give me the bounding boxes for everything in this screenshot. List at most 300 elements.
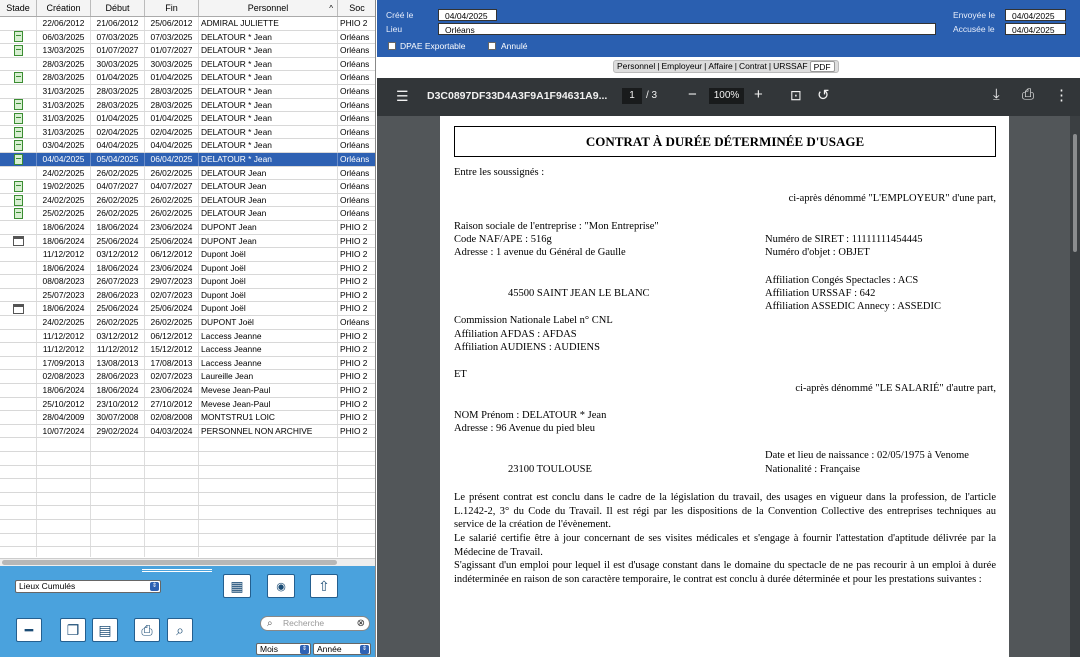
fin-cell: 04/07/2027 (145, 180, 199, 193)
fin-cell: 26/02/2025 (145, 316, 199, 329)
fin-cell: 26/02/2025 (145, 207, 199, 220)
soc-cell: Orléans (338, 167, 376, 180)
creation-cell: 11/12/2012 (37, 343, 91, 356)
table-row[interactable] (0, 316, 376, 330)
document-status-icon (14, 154, 23, 165)
lieu-field[interactable]: Orléans (438, 23, 936, 35)
affiliation-conges: Affiliation Congés Spectacles : ACS (765, 275, 919, 286)
empty-cell (338, 493, 376, 506)
stade-cell (0, 71, 37, 84)
more-options-icon[interactable]: ⋮ (1054, 87, 1069, 104)
tab-contrat[interactable]: Contrat (739, 61, 767, 71)
empty-cell (91, 438, 145, 451)
debut-cell: 18/06/2024 (91, 262, 145, 275)
debut-cell: 30/07/2008 (91, 411, 145, 424)
debut-cell: 18/06/2024 (91, 384, 145, 397)
stade-cell (0, 207, 37, 220)
dpae-checkbox[interactable] (388, 42, 396, 50)
fin-cell: 23/06/2024 (145, 384, 199, 397)
stade-cell (0, 44, 37, 57)
fin-cell: 04/03/2024 (145, 425, 199, 438)
creation-cell: 24/02/2025 (37, 194, 91, 207)
col-header-personnel[interactable] (199, 0, 338, 16)
envoyee-date-field[interactable]: 04/04/2025 (1005, 9, 1066, 21)
creation-cell: 06/03/2025 (37, 31, 91, 44)
creation-cell: 24/02/2025 (37, 316, 91, 329)
entre-text: Entre les soussignés : (454, 167, 545, 178)
empty-cell (199, 520, 338, 533)
empty-cell (145, 493, 199, 506)
table-row[interactable] (0, 343, 376, 357)
tab-separator: | (734, 61, 737, 71)
printer-icon: ⎙ (141, 621, 153, 638)
personnel-cell: DELATOUR Jean (199, 167, 338, 180)
fin-cell: 25/06/2012 (145, 17, 199, 30)
debut-cell: 04/07/2027 (91, 180, 145, 193)
creation-cell: 04/04/2025 (37, 153, 91, 166)
empty-cell (145, 479, 199, 492)
page-number-input[interactable]: 1 (622, 88, 642, 104)
document-status-icon (14, 31, 23, 42)
empty-row (0, 438, 376, 452)
empty-cell (91, 506, 145, 519)
empty-row (0, 547, 376, 557)
fin-cell: 25/06/2024 (145, 235, 199, 248)
creation-cell: 22/06/2012 (37, 17, 91, 30)
empty-row (0, 534, 376, 548)
siret: Numéro de SIRET : 11111111454445 (765, 234, 923, 245)
debut-cell: 13/08/2013 (91, 357, 145, 370)
creation-cell: 25/10/2012 (37, 398, 91, 411)
soc-cell: PHIO 2 (338, 370, 376, 383)
contract-detail-panel (377, 0, 1080, 657)
salarie-nom: NOM Prénom : DELATOUR * Jean (454, 410, 607, 421)
salarie-ville: 23100 TOULOUSE (508, 464, 592, 475)
scrollbar-thumb[interactable] (2, 560, 337, 565)
creation-cell: 08/08/2023 (37, 275, 91, 288)
empty-cell (91, 547, 145, 557)
soc-cell: Orléans (338, 71, 376, 84)
tab-affaire[interactable]: Affaire (708, 61, 733, 71)
creation-cell: 31/03/2025 (37, 99, 91, 112)
pdf-page (440, 116, 1009, 657)
empty-cell (199, 479, 338, 492)
empty-cell (0, 466, 37, 479)
stade-cell (0, 302, 37, 315)
debut-cell: 29/02/2024 (91, 425, 145, 438)
table-row[interactable] (0, 17, 376, 31)
fin-cell: 28/03/2025 (145, 99, 199, 112)
soc-cell: Orléans (338, 44, 376, 57)
tab-personnel[interactable]: Personnel (617, 61, 656, 71)
table-row[interactable] (0, 302, 376, 316)
search-icon: ⌕ (267, 618, 273, 629)
stade-cell (0, 85, 37, 98)
tabs-bar (377, 57, 1080, 78)
document-status-icon (14, 113, 23, 124)
table-row[interactable] (0, 275, 376, 289)
search-field[interactable] (260, 616, 370, 631)
fin-cell: 23/06/2024 (145, 221, 199, 234)
print-icon[interactable]: ⎙ (1022, 86, 1035, 103)
empty-cell (199, 506, 338, 519)
accusee-date-field[interactable]: 04/04/2025 (1005, 23, 1066, 35)
personnel-cell: Laccess Jeanne (199, 330, 338, 343)
table-row[interactable] (0, 194, 376, 208)
stade-cell (0, 262, 37, 275)
contracts-grid[interactable] (0, 17, 376, 557)
stade-cell (0, 58, 37, 71)
debut-cell: 30/03/2025 (91, 58, 145, 71)
empty-cell (91, 534, 145, 547)
personnel-cell: DELATOUR Jean (199, 194, 338, 207)
eye-icon: ◉ (276, 580, 286, 593)
empty-cell (91, 466, 145, 479)
empty-cell (91, 493, 145, 506)
table-row[interactable] (0, 31, 376, 45)
stade-cell (0, 221, 37, 234)
debut-cell: 03/12/2012 (91, 248, 145, 261)
table-row[interactable] (0, 71, 376, 85)
select-arrows-icon: ⇕ (301, 646, 308, 652)
personnel-cell: DUPONT Joël (199, 316, 338, 329)
empty-cell (145, 534, 199, 547)
personnel-cell: Dupont Joël (199, 289, 338, 302)
cree-date-field[interactable]: 04/04/2025 (438, 9, 497, 21)
soc-cell: PHIO 2 (338, 302, 376, 315)
empty-cell (145, 520, 199, 533)
creation-cell: 25/02/2025 (37, 207, 91, 220)
paragraph-legislation: Le présent contrat est conclu dans le cadre de la législation du travail, des usages en vigueur dans la profession, de l'article L.1242-2, 3° du Code du Travail. Il est régi par les dispositions de la Convention Collective des entreprises techniques au service de la création de l'évènement. (454, 492, 996, 530)
table-row[interactable] (0, 58, 376, 72)
zoom-in-icon[interactable]: + (754, 86, 763, 103)
empty-cell (0, 479, 37, 492)
scrollbar-thumb[interactable] (1073, 134, 1077, 252)
pdf-vertical-scrollbar[interactable] (1070, 116, 1080, 657)
fin-cell: 04/04/2025 (145, 139, 199, 152)
creation-cell: 18/06/2024 (37, 235, 91, 248)
duplicate-button[interactable] (60, 618, 86, 642)
debut-cell: 01/04/2025 (91, 112, 145, 125)
empty-cell (0, 520, 37, 533)
stade-cell (0, 370, 37, 383)
debut-cell: 11/12/2012 (91, 343, 145, 356)
fit-page-icon[interactable]: ⊡ (790, 87, 802, 103)
annule-label: Annulé (501, 41, 528, 51)
creation-cell: 24/02/2025 (37, 167, 91, 180)
download-icon[interactable]: ⤓ (993, 86, 1000, 103)
table-row[interactable] (0, 289, 376, 303)
personnel-cell: Laccess Jeanne (199, 357, 338, 370)
empty-cell (199, 534, 338, 547)
affiliation-assedic: Affiliation ASSEDIC Annecy : ASSEDIC (765, 301, 941, 312)
dpae-label: DPAE Exportable (400, 41, 466, 51)
stade-cell (0, 17, 37, 30)
contracts-list-panel (0, 0, 376, 657)
personnel-cell: Dupont Joël (199, 275, 338, 288)
document-status-icon (14, 140, 23, 151)
fin-cell: 30/03/2025 (145, 58, 199, 71)
zoom-button[interactable] (167, 618, 193, 642)
page-total: / 3 (646, 90, 658, 101)
empty-cell (91, 479, 145, 492)
fin-cell: 01/04/2025 (145, 71, 199, 84)
debut-cell: 07/03/2025 (91, 31, 145, 44)
document-status-icon (14, 127, 23, 138)
stade-cell (0, 316, 37, 329)
stade-cell (0, 235, 37, 248)
personnel-cell: Dupont Joël (199, 262, 338, 275)
document-status-icon (14, 208, 23, 219)
fin-cell: 02/04/2025 (145, 126, 199, 139)
personnel-cell: ADMIRAL JULIETTE (199, 17, 338, 30)
col-header-creation[interactable]: Création (37, 0, 91, 16)
creation-cell: 28/03/2025 (37, 58, 91, 71)
affiliation-afdas: Affiliation AFDAS : AFDAS (454, 329, 577, 340)
empty-cell (0, 493, 37, 506)
fin-cell: 29/07/2023 (145, 275, 199, 288)
stade-cell (0, 411, 37, 424)
table-row[interactable] (0, 330, 376, 344)
stade-cell (0, 139, 37, 152)
sort-ascending-icon: ^ (329, 4, 333, 13)
table-row[interactable] (0, 153, 376, 167)
debut-cell: 26/07/2023 (91, 275, 145, 288)
fin-cell: 02/08/2008 (145, 411, 199, 424)
creation-cell: 25/07/2023 (37, 289, 91, 302)
creation-cell: 13/03/2025 (37, 44, 91, 57)
fin-cell: 25/06/2024 (145, 302, 199, 315)
stade-cell (0, 180, 37, 193)
paragraph-medecine: Le salarié certifie être à jour concernant de ses visites médicales et s'engage à fournir l'attestation d'aptitude délivrée par la Médecine de Travail. (454, 533, 996, 558)
soc-cell: Orléans (338, 180, 376, 193)
remove-button[interactable] (16, 618, 42, 642)
soc-cell: Orléans (338, 316, 376, 329)
pdf-viewer[interactable] (377, 116, 1080, 657)
empty-cell (199, 438, 338, 451)
copy-icon: ❐ (66, 621, 80, 638)
table-row[interactable] (0, 235, 376, 249)
empty-row (0, 506, 376, 520)
stade-cell (0, 194, 37, 207)
salarie-adresse: Adresse : 96 Avenue du pied bleu (454, 423, 595, 434)
debut-cell: 18/06/2024 (91, 221, 145, 234)
preview-button[interactable] (267, 574, 295, 598)
fin-cell: 07/03/2025 (145, 31, 199, 44)
document-status-icon (14, 72, 23, 83)
tab-urssaf[interactable]: URSSAF (773, 61, 808, 71)
table-row[interactable] (0, 262, 376, 276)
table-row[interactable] (0, 139, 376, 153)
stade-cell (0, 289, 37, 302)
empty-cell (37, 479, 91, 492)
tab-employeur[interactable]: Employeur (661, 61, 703, 71)
period-select[interactable] (256, 643, 311, 655)
table-row[interactable] (0, 44, 376, 58)
fin-cell: 02/07/2023 (145, 370, 199, 383)
et-text: ET (454, 369, 467, 380)
lieux-select-value: Lieux Cumulés (19, 581, 76, 591)
table-row[interactable] (0, 357, 376, 371)
select-arrows-icon: ⇕ (151, 583, 158, 589)
export-button[interactable] (310, 574, 338, 598)
upload-arrow-icon: ⇧ (318, 577, 330, 594)
pdf-filename: D3C0897DF33D4A3F9A1F94631A9... (427, 90, 608, 102)
soc-cell: Orléans (338, 207, 376, 220)
stade-cell (0, 357, 37, 370)
debut-cell: 04/04/2025 (91, 139, 145, 152)
table-row[interactable] (0, 248, 376, 262)
year-select[interactable] (313, 643, 371, 655)
col-header-debut[interactable]: Début (91, 0, 145, 16)
document-status-icon (14, 181, 23, 192)
stade-cell (0, 167, 37, 180)
personnel-cell: DELATOUR * Jean (199, 153, 338, 166)
table-row[interactable] (0, 398, 376, 412)
creation-cell: 28/03/2025 (37, 71, 91, 84)
grid-view-button[interactable] (223, 574, 251, 598)
debut-cell: 02/04/2025 (91, 126, 145, 139)
employeur-part-text: ci-après dénommé "L'EMPLOYEUR" d'une part, (788, 193, 996, 204)
contract-header-form (377, 0, 1080, 57)
col-header-stade[interactable]: Stade (0, 0, 37, 16)
personnel-cell: Laureille Jean (199, 370, 338, 383)
lieux-select[interactable] (15, 580, 161, 593)
document-status-icon (14, 99, 23, 110)
personnel-cell: Dupont Joël (199, 302, 338, 315)
table-row[interactable] (0, 370, 376, 384)
personnel-cell: Mevese Jean-Paul (199, 384, 338, 397)
raison-sociale: Raison sociale de l'entreprise : "Mon Entreprise" (454, 221, 659, 232)
accusee-label: Accusée le (953, 24, 995, 34)
debut-cell: 01/07/2027 (91, 44, 145, 57)
clear-search-icon[interactable]: ⊗ (356, 618, 365, 629)
tab-pdf[interactable]: PDF (810, 61, 835, 72)
col-header-fin[interactable]: Fin (145, 0, 199, 16)
table-row[interactable] (0, 99, 376, 113)
empty-cell (145, 506, 199, 519)
empty-cell (0, 452, 37, 465)
col-header-personnel-label: Personnel (247, 3, 289, 13)
soc-cell: PHIO 2 (338, 248, 376, 261)
year-select-value: Année (317, 644, 342, 654)
menu-icon[interactable]: ☰ (396, 88, 409, 104)
fin-cell: 27/10/2012 (145, 398, 199, 411)
bottom-toolbar (0, 566, 376, 657)
empty-cell (37, 438, 91, 451)
empty-cell (37, 506, 91, 519)
personnel-cell: DELATOUR * Jean (199, 112, 338, 125)
debut-cell: 05/04/2025 (91, 153, 145, 166)
creation-cell: 31/03/2025 (37, 85, 91, 98)
personnel-cell: DELATOUR Jean (199, 207, 338, 220)
affiliation-audiens: Affiliation AUDIENS : AUDIENS (454, 342, 600, 353)
soc-cell: PHIO 2 (338, 384, 376, 397)
empty-row (0, 466, 376, 480)
col-header-soc[interactable]: Soc (349, 3, 365, 13)
personnel-cell: DELATOUR Jean (199, 180, 338, 193)
fin-cell: 06/12/2012 (145, 330, 199, 343)
table-row[interactable] (0, 384, 376, 398)
table-row[interactable] (0, 221, 376, 235)
date-naissance: Date et lieu de naissance : 02/05/1975 à Venome (765, 450, 969, 461)
stade-cell (0, 330, 37, 343)
empty-cell (145, 547, 199, 557)
code-naf: Code NAF/APE : 516g (454, 234, 552, 245)
creation-cell: 28/04/2009 (37, 411, 91, 424)
table-row[interactable] (0, 411, 376, 425)
empty-cell (0, 506, 37, 519)
search-placeholder: Recherche (283, 618, 325, 628)
table-row[interactable] (0, 207, 376, 221)
soc-cell: PHIO 2 (338, 398, 376, 411)
empty-cell (338, 452, 376, 465)
table-row[interactable] (0, 112, 376, 126)
personnel-cell: DELATOUR * Jean (199, 139, 338, 152)
document-status-icon (14, 45, 23, 56)
zoom-out-icon[interactable]: − (688, 86, 697, 103)
print-button[interactable] (134, 618, 160, 642)
document-button[interactable] (92, 618, 118, 642)
stade-cell (0, 31, 37, 44)
lieu-label: Lieu (386, 24, 403, 34)
personnel-cell: DELATOUR * Jean (199, 44, 338, 57)
salarie-part-text: ci-après dénommé "LE SALARIÉ" d'autre part, (795, 383, 996, 394)
soc-cell: PHIO 2 (338, 235, 376, 248)
stade-cell (0, 425, 37, 438)
table-icon: ▦ (230, 577, 244, 594)
contract-title: CONTRAT À DURÉE DÉTERMINÉE D'USAGE (585, 134, 865, 149)
soc-cell: PHIO 2 (338, 289, 376, 302)
zoom-level-input[interactable]: 100% (709, 88, 744, 104)
empty-cell (0, 534, 37, 547)
personnel-cell: MONTSTRU1 LOIC (199, 411, 338, 424)
contract-title-box (454, 126, 996, 157)
empty-cell (37, 547, 91, 557)
creation-cell: 31/03/2025 (37, 126, 91, 139)
table-row[interactable] (0, 425, 376, 439)
calendar-status-icon (13, 304, 24, 314)
empty-cell (91, 520, 145, 533)
soc-cell: PHIO 2 (338, 330, 376, 343)
stade-cell (0, 112, 37, 125)
soc-cell: Orléans (338, 31, 376, 44)
horizontal-scrollbar[interactable] (0, 558, 376, 566)
table-row[interactable] (0, 180, 376, 194)
empty-cell (37, 452, 91, 465)
creation-cell: 19/02/2025 (37, 180, 91, 193)
annule-checkbox[interactable] (488, 42, 496, 50)
stade-cell (0, 99, 37, 112)
splitter-handle[interactable] (142, 569, 212, 572)
stade-cell (0, 343, 37, 356)
nationalite: Nationalité : Française (765, 464, 861, 475)
table-row[interactable] (0, 126, 376, 140)
table-row[interactable] (0, 85, 376, 99)
grid-header (0, 0, 376, 17)
fin-cell: 01/04/2025 (145, 112, 199, 125)
magnifier-icon: ⌕ (176, 621, 184, 638)
soc-cell: PHIO 2 (338, 275, 376, 288)
envoyee-label: Envoyée le (953, 10, 996, 20)
table-row[interactable] (0, 167, 376, 181)
cree-label: Créé le (386, 10, 414, 20)
rotate-icon[interactable]: ↺ (817, 87, 830, 104)
personnel-cell: DELATOUR * Jean (199, 31, 338, 44)
soc-cell: Orléans (338, 126, 376, 139)
empty-row (0, 479, 376, 493)
empty-cell (145, 466, 199, 479)
